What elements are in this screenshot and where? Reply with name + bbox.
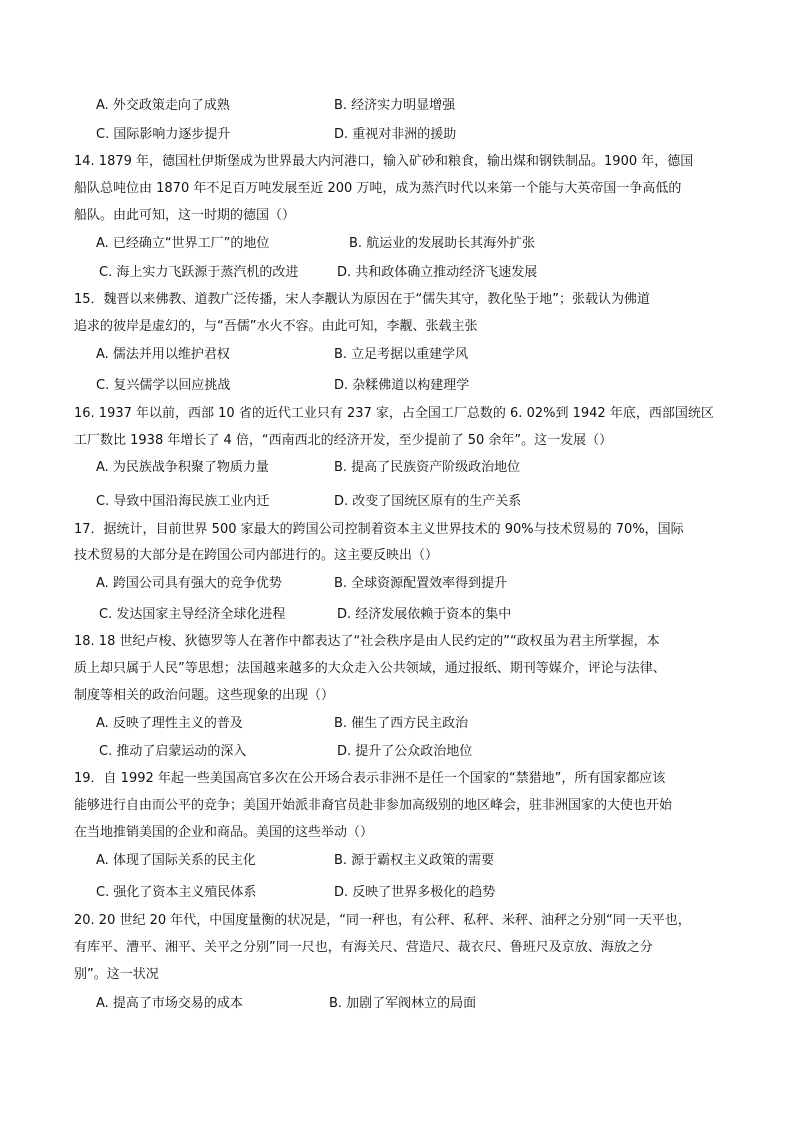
q16-option-d: D. 改变了国统区原有的生产关系: [334, 494, 522, 509]
q14-stem-line-2: 船队总吨位由 1870 年不足百万吨发展至近 200 万吨，成为蒸汽时代以来第一个能与大英帝国一争高低的: [74, 181, 682, 196]
q13-option-c: C. 国际影响力逐步提升: [96, 127, 231, 142]
q20-stem-line-2: 有库平、漕平、湘平、关平之分别”同一尺也，有海关尺、营造尺、裁衣尺、鲁班尺及京放、海放之分: [74, 940, 653, 955]
q16-stem-line-1: 16. 1937 年以前，西部 10 省的近代工业只有 237 家，占全国工厂总数的 6. 02%到 1942 年底，西部国统区: [74, 406, 714, 421]
q19-option-d: D. 反映了世界多极化的趋势: [334, 885, 496, 900]
q19-option-b: B. 源于霸权主义政策的需要: [334, 853, 495, 868]
q13-option-b: B. 经济实力明显增强: [334, 98, 456, 113]
q19-stem-line-3: 在当地推销美国的企业和商品。美国的这些举动（）: [74, 825, 374, 840]
q20-option-a: A. 提高了市场交易的成本: [96, 996, 243, 1011]
q16-option-a: A. 为民族战争积聚了物质力量: [96, 460, 269, 475]
q16-stem-line-2: 工厂数比 1938 年增长了 4 倍，“西南西北的经济开发，至少提前了 50 余年”。这一发展（）: [74, 433, 613, 448]
q17-option-b: B. 全球资源配置效率得到提升: [334, 576, 508, 591]
q17-stem-line-2: 技术贸易的大部分是在跨国公司内部进行的。这主要反映出（）: [74, 548, 439, 563]
q13-option-d: D. 重视对非洲的援助: [334, 127, 457, 142]
q15-option-c: C. 复兴儒学以回应挑战: [96, 378, 231, 393]
q16-option-b: B. 提高了民族资产阶级政治地位: [334, 460, 521, 475]
q19-option-c: C. 强化了资本主义殖民体系: [96, 885, 257, 900]
q19-option-a: A. 体现了国际关系的民主化: [96, 853, 256, 868]
q14-option-d: D. 共和政体确立推动经济飞速发展: [337, 265, 538, 280]
q14-stem-line-1: 14. 1879 年，德国杜伊斯堡成为世界最大内河港口，输入矿砂和粮食，输出煤和钢铁制品。1900 年，德国: [74, 154, 694, 169]
q18-option-a: A. 反映了理性主义的普及: [96, 716, 243, 731]
q17-option-d: D. 经济发展依赖于资本的集中: [337, 607, 512, 622]
q14-option-a: A. 已经确立“世界工厂”的地位: [96, 236, 270, 251]
q15-stem-line-1: 15．魏晋以来佛教、道教广泛传播，宋人李觏认为原因在于“儒失其守，教化坠于地”；张载认为佛道: [74, 292, 651, 307]
q19-stem-line-1: 19．自 1992 年起一些美国高官多次在公开场合表示非洲不是任一个国家的“禁猎地”，所有国家都应该: [74, 771, 666, 786]
q18-stem-line-1: 18. 18 世纪卢梭、狄德罗等人在著作中都表达了“社会秩序是由人民约定的”“政权虽为君主所掌握，本: [74, 634, 660, 649]
q17-stem-line-1: 17．据统计，目前世界 500 家最大的跨国公司控制着资本主义世界技术的 90%与技术贸易的 70%，国际: [74, 522, 684, 537]
q18-option-b: B. 催生了西方民主政治: [334, 716, 469, 731]
q17-option-c: C. 发达国家主导经济全球化进程: [99, 607, 286, 622]
q19-stem-line-2: 能够进行自由而公平的竞争；美国开始派非裔官员赴非参加高级别的地区峰会，驻非洲国家的大使也开始: [74, 798, 673, 813]
q20-stem-line-3: 别”。这一状况: [74, 967, 159, 982]
q15-option-d: D. 杂糅佛道以构建理学: [334, 378, 470, 393]
q18-stem-line-2: 质上却只属于人民”等思想；法国越来越多的大众走入公共领域，通过报纸、期刊等媒介，评论与法律、: [74, 661, 666, 676]
q18-stem-line-3: 制度等相关的政治问题。这些现象的出现（）: [74, 688, 335, 703]
q15-option-b: B. 立足考据以重建学风: [334, 347, 469, 362]
q16-option-c: C. 导致中国沿海民族工业内迁: [96, 494, 270, 509]
q17-option-a: A. 跨国公司具有强大的竞争优势: [96, 576, 282, 591]
q20-stem-line-1: 20. 20 世纪 20 年代，中国度量衡的状况是，“同一秤也，有公秤、私秤、米秤、油秤之分别“同一天平也，: [74, 913, 691, 928]
q14-option-b: B. 航运业的发展助长其海外扩张: [349, 236, 536, 251]
q14-stem-line-3: 船队。由此可知，这一时期的德国（）: [74, 208, 296, 223]
q18-option-d: D. 提升了公众政治地位: [337, 744, 473, 759]
q13-option-a: A. 外交政策走向了成熟: [96, 98, 230, 113]
q18-option-c: C. 推动了启蒙运动的深入: [99, 744, 247, 759]
q14-option-c: C. 海上实力飞跃源于蒸汽机的改进: [99, 265, 299, 280]
q20-option-b: B. 加剧了军阀林立的局面: [329, 996, 477, 1011]
q15-stem-line-2: 追求的彼岸是虚幻的，与“吾儒”水火不容。由此可知，李觏、张载主张: [74, 319, 478, 334]
q15-option-a: A. 儒法并用以维护君权: [96, 347, 230, 362]
